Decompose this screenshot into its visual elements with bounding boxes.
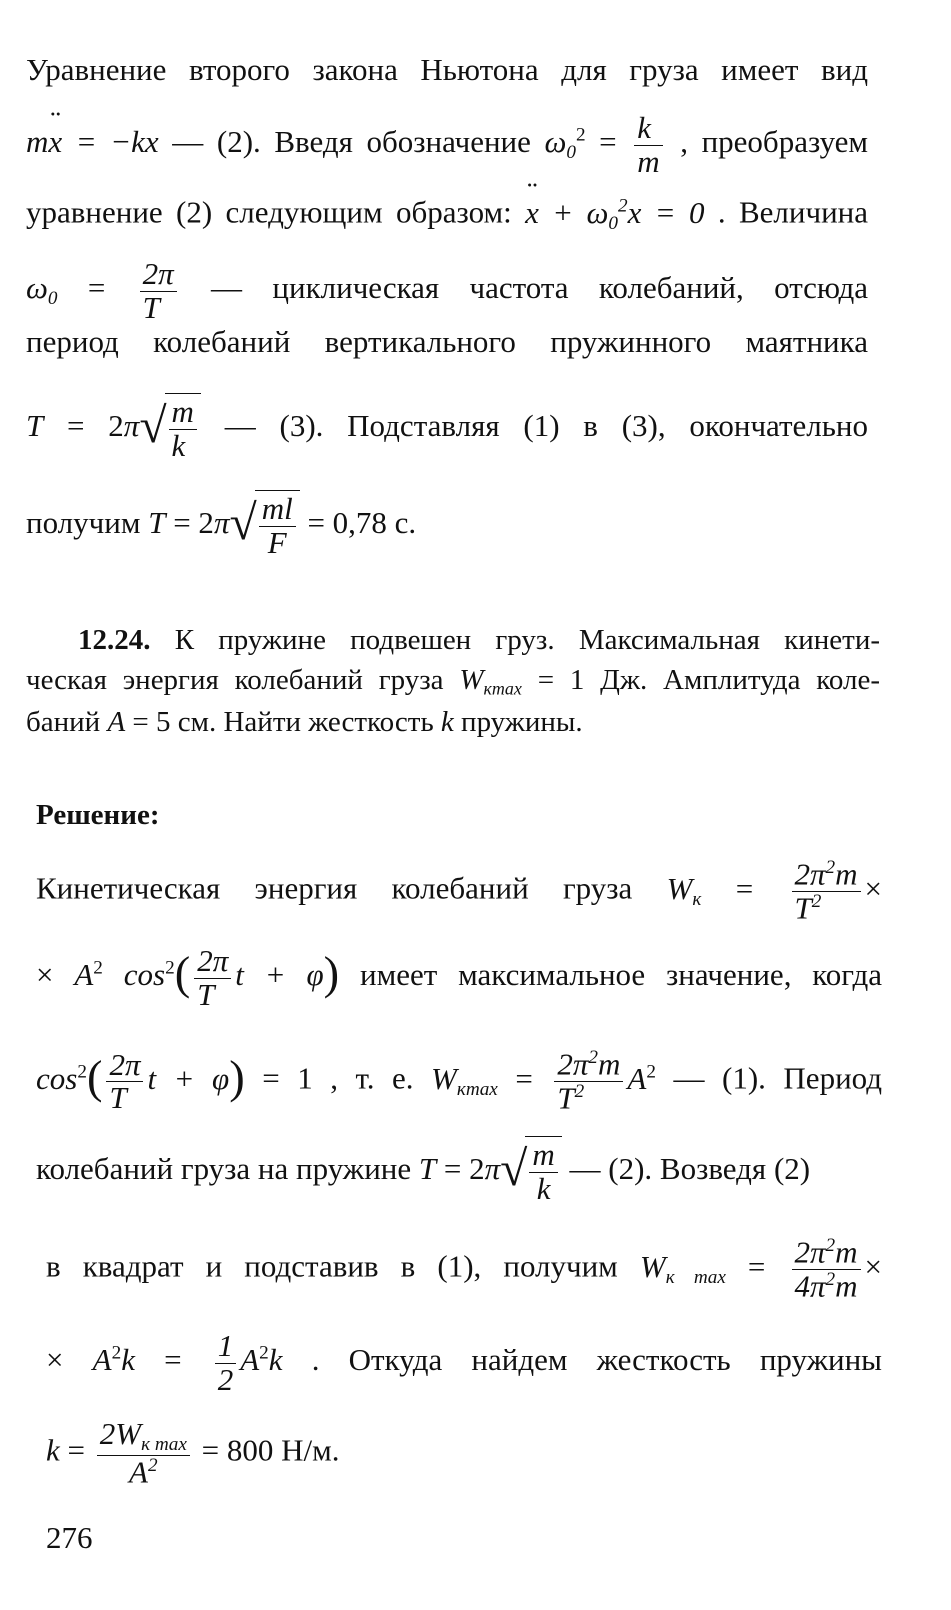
equation-line: k = $\frac{2W_{к max}}{A^2}$ = 800 Н/м. <box>46 1416 340 1490</box>
equation-line: $\cos^2$( $\frac{2\pi}{T}$ t + φ) = 1 , т. е. $W_{кmax}$ = $\frac{2\pi^2m}{T^2}$ $A^2$ — (1). Период <box>36 1046 883 1116</box>
problem-line: ческая энергия колебаний груза $W_{кmax} = 1$ Дж. Амплитуда коле- <box>26 664 880 699</box>
equation-line: $\omega_0$ = $\frac{2\pi}{T}$ — циклическая частота колебаний, отсюда <box>26 256 868 325</box>
equation-line: Кинетическая энергия колебаний груза $W_к$ = $\frac{2\pi^2m}{T^2}$ × <box>36 856 883 926</box>
problem-line: баний A = 5 см. Найти жесткость k пружины. <box>26 706 583 738</box>
equation-line: получим T = 2π√ $\frac{ml}{F}$ = 0,78 с. <box>26 491 417 560</box>
solution-heading: Решение: <box>36 799 160 831</box>
problem-line: 12.24. К пружине подвешен груз. Максимальная кинети- <box>78 624 880 656</box>
text-line: Уравнение второго закона Ньютона для груза имеет вид <box>26 52 868 87</box>
equation-line: в квадрат и подставив в (1), получим $W_{к max}$ = $\frac{2\pi^2m}{4\pi^2m}$ × <box>46 1234 883 1304</box>
equation-line: × $A^2k$ = $\frac{1}{2}$ $A^2k$ . Откуда найдем жесткость пружины <box>46 1328 883 1397</box>
equation-line: колебаний груза на пружине T = 2π√ $\frac{m}{k}$ — (2). Возведя (2) <box>36 1137 811 1206</box>
text-line: период колебаний вертикального пружинного маятника <box>26 324 868 359</box>
page-number: 276 <box>46 1520 93 1555</box>
equation-line: × $A^2$ $\cos^2$( $\frac{2\pi}{T}$ t + φ) имеет максимальное значение, когда <box>36 943 882 1012</box>
problem-number: 12.24. <box>78 624 151 656</box>
equation-line: T = 2π√ $\frac{m}{k}$ — (3). Подставляя (1) в (3), окончательно <box>26 394 869 463</box>
equation-line: уравнение (2) следующим образом: ¨ $x + \omega_0^2x = 0$ . Величина <box>26 186 868 226</box>
equation-line: m¨ x = −kx — (2). Введя обозначение $\omega_0^2$ = $\frac{k}{m}$ , преобразуем <box>26 112 868 152</box>
